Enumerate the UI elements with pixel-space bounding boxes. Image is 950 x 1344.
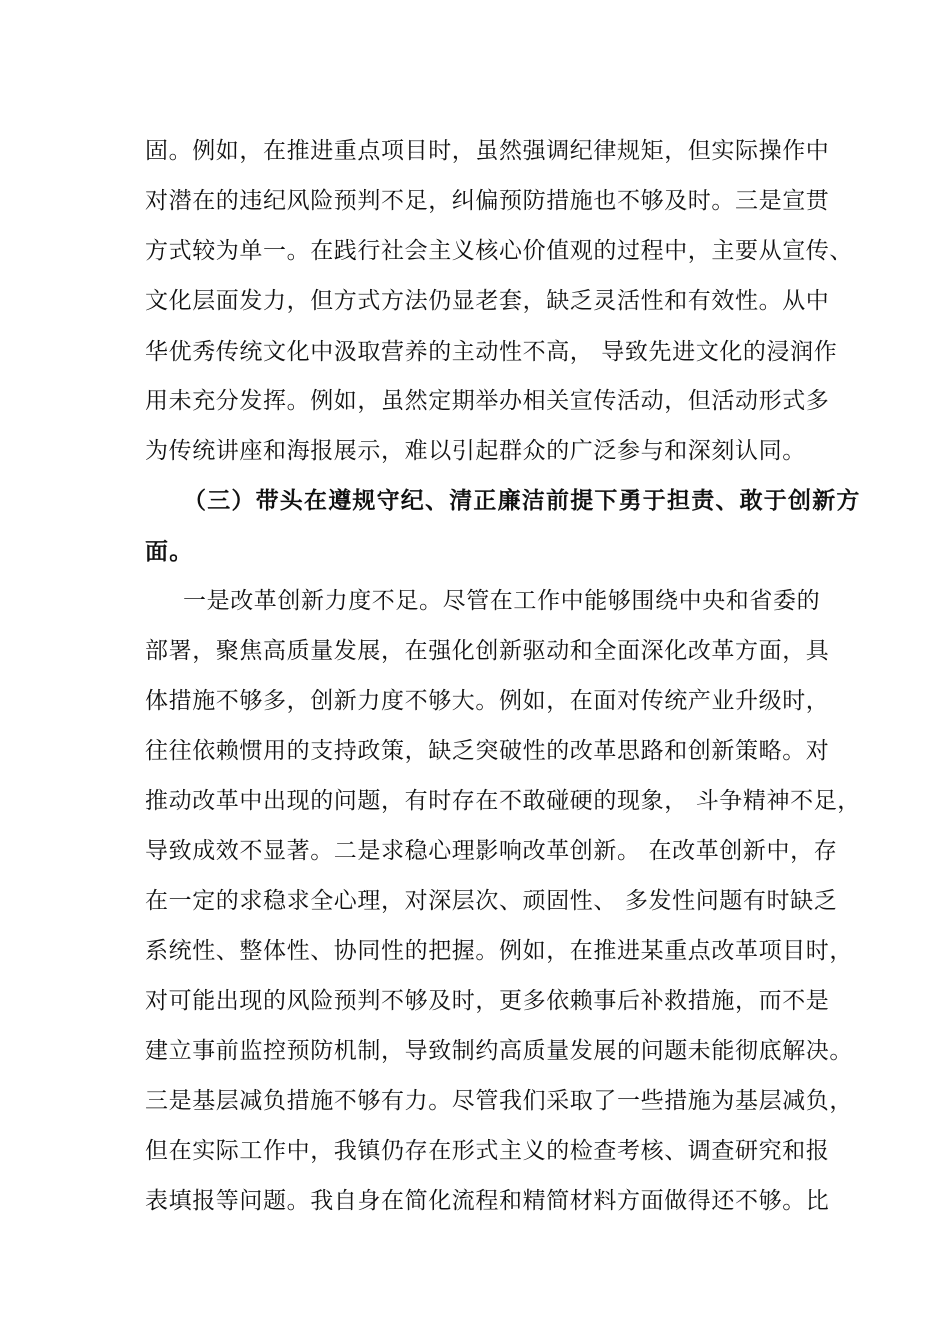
paragraph-line: 为传统讲座和海报展示，难以引起群众的广泛参与和深刻认同。	[145, 438, 806, 464]
paragraph-line: 在一定的求稳求全心理，对深层次、顽固性、 多发性问题有时缺乏	[145, 888, 838, 914]
paragraph-line: 文化层面发力，但方式方法仍显老套，缺乏灵活性和有效性。从中	[145, 288, 830, 314]
paragraph-line: 部署，聚焦高质量发展，在强化创新驱动和全面深化改革方面，具	[145, 638, 830, 664]
paragraph-line: 推动改革中出现的问题，有时存在不敢碰硬的现象， 斗争精神不足，	[145, 788, 861, 814]
paragraph-line: 用未充分发挥。例如，虽然定期举办相关宣传活动，但活动形式多	[145, 388, 830, 414]
paragraph-line: 华优秀传统文化中汲取营养的主动性不高， 导致先进文化的浸润作	[145, 339, 838, 365]
paragraph-line: 对可能出现的风险预判不够及时，更多依赖事后补救措施，而不是	[145, 988, 830, 1014]
paragraph-line: 体措施不够多，创新力度不够大。例如，在面对传统产业升级时，	[145, 688, 830, 714]
section-heading: （三）带头在遵规守纪、清正廉洁前提下勇于担责、敢于创新方	[183, 488, 861, 514]
paragraph-line: 方式较为单一。在践行社会主义核心价值观的过程中，主要从宣传、	[145, 238, 853, 264]
paragraph-line: 三是基层减负措施不够有力。尽管我们采取了一些措施为基层减负，	[145, 1088, 853, 1114]
paragraph-line: 固。例如，在推进重点项目时，虽然强调纪律规矩，但实际操作中	[145, 138, 830, 164]
paragraph-line: 导致成效不显著。二是求稳心理影响改革创新。 在改革创新中，存	[145, 838, 838, 864]
section-heading-continuation: 面。	[145, 539, 194, 565]
paragraph-line: 建立事前监控预防机制，导致制约高质量发展的问题未能彻底解决。	[145, 1038, 853, 1064]
paragraph-line: 表填报等问题。我自身在简化流程和精简材料方面做得还不够。比	[145, 1188, 830, 1214]
paragraph-line: 往往依赖惯用的支持政策，缺乏突破性的改革思路和创新策略。对	[145, 738, 830, 764]
paragraph-line: 系统性、整体性、协同性的把握。例如，在推进某重点改革项目时，	[145, 938, 853, 964]
paragraph-line: 但在实际工作中，我镇仍存在形式主义的检查考核、调查研究和报	[145, 1138, 830, 1164]
paragraph-first-line: 一是改革创新力度不足。尽管在工作中能够围绕中央和省委的	[183, 588, 821, 614]
paragraph-line: 对潜在的违纪风险预判不足，纠偏预防措施也不够及时。三是宣贯	[145, 188, 830, 214]
